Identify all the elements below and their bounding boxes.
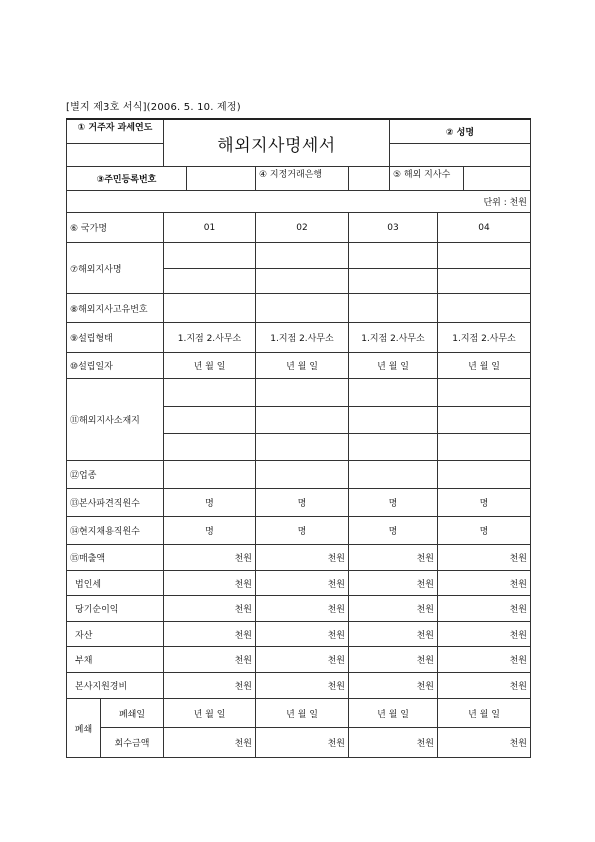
liabilities-cell[interactable]: 천원: [349, 647, 438, 673]
net-income-cell[interactable]: 천원: [256, 596, 349, 622]
address-label: ⑪해외지사소재지: [67, 379, 164, 461]
closure-date-cell[interactable]: 년 월 일: [164, 699, 256, 728]
sales-cell[interactable]: 천원: [438, 545, 531, 571]
address-cell[interactable]: [349, 434, 438, 461]
address-cell[interactable]: [349, 379, 438, 407]
establishment-type-cell[interactable]: 1.지점 2.사무소: [164, 323, 256, 353]
industry-label: ⑫업종: [67, 461, 164, 489]
liabilities-cell[interactable]: 천원: [438, 647, 531, 673]
hq-support-label: 본사지원경비: [67, 673, 164, 699]
branch-name-cell[interactable]: [438, 269, 531, 294]
corporate-tax-label: 법인세: [67, 571, 164, 596]
branch-name-cell[interactable]: [256, 269, 349, 294]
assets-label: 자산: [67, 622, 164, 647]
establishment-date-cell[interactable]: 년 월 일: [438, 353, 531, 379]
assets-cell[interactable]: 천원: [164, 622, 256, 647]
form-caption: [별지 제3호 서식](2006. 5. 10. 제정): [66, 102, 241, 113]
liabilities-label: 부채: [67, 647, 164, 673]
sales-cell[interactable]: 천원: [164, 545, 256, 571]
assets-cell[interactable]: 천원: [349, 622, 438, 647]
overseas-branch-form: [66, 118, 531, 758]
address-cell[interactable]: [164, 379, 256, 407]
hq-support-cell[interactable]: 천원: [349, 673, 438, 699]
dispatched-staff-cell[interactable]: 명: [438, 489, 531, 517]
establishment-type-cell[interactable]: 1.지점 2.사무소: [256, 323, 349, 353]
designated-bank-field[interactable]: [349, 167, 390, 191]
assets-cell[interactable]: 천원: [256, 622, 349, 647]
address-cell[interactable]: [349, 407, 438, 434]
address-cell[interactable]: [256, 379, 349, 407]
closure-date-cell[interactable]: 년 월 일: [256, 699, 349, 728]
closure-date-cell[interactable]: 년 월 일: [349, 699, 438, 728]
tax-year-label: ① 거주자 과세연도: [67, 119, 164, 144]
hq-support-cell[interactable]: 천원: [164, 673, 256, 699]
establishment-date-cell[interactable]: 년 월 일: [349, 353, 438, 379]
branch-name-cell[interactable]: [164, 243, 256, 269]
address-cell[interactable]: [438, 379, 531, 407]
dispatched-staff-cell[interactable]: 명: [256, 489, 349, 517]
corporate-tax-cell[interactable]: 천원: [256, 571, 349, 596]
address-cell[interactable]: [438, 407, 531, 434]
unit-label: 단위 : 천원: [67, 191, 531, 213]
column-header-02: 02: [256, 213, 349, 243]
hq-support-cell[interactable]: 천원: [256, 673, 349, 699]
branch-name-label: ⑦해외지사명: [67, 243, 164, 294]
establishment-type-cell[interactable]: 1.지점 2.사무소: [438, 323, 531, 353]
branch-code-cell[interactable]: [349, 294, 438, 323]
branch-code-cell[interactable]: [256, 294, 349, 323]
liabilities-cell[interactable]: 천원: [256, 647, 349, 673]
recovered-amount-cell[interactable]: 천원: [438, 728, 531, 758]
corporate-tax-cell[interactable]: 천원: [164, 571, 256, 596]
branch-name-cell[interactable]: [349, 269, 438, 294]
branch-name-cell[interactable]: [164, 269, 256, 294]
assets-cell[interactable]: 천원: [438, 622, 531, 647]
page-title: 해외지사명세서: [164, 119, 390, 167]
net-income-cell[interactable]: 천원: [438, 596, 531, 622]
local-staff-cell[interactable]: 명: [164, 517, 256, 545]
resident-id-field[interactable]: [187, 167, 256, 191]
establishment-type-cell[interactable]: 1.지점 2.사무소: [349, 323, 438, 353]
branch-name-cell[interactable]: [438, 243, 531, 269]
establishment-date-cell[interactable]: 년 월 일: [256, 353, 349, 379]
branch-name-cell[interactable]: [349, 243, 438, 269]
closure-date-cell[interactable]: 년 월 일: [438, 699, 531, 728]
name-label: ② 성명: [390, 119, 531, 144]
address-cell[interactable]: [256, 407, 349, 434]
industry-cell[interactable]: [438, 461, 531, 489]
column-header-04: 04: [438, 213, 531, 243]
recovered-amount-label: 회수금액: [101, 728, 164, 758]
recovered-amount-cell[interactable]: 천원: [164, 728, 256, 758]
hq-support-cell[interactable]: 천원: [438, 673, 531, 699]
branch-count-label: ⑤ 해외 지사수: [390, 167, 464, 191]
designated-bank-label: ④ 지정거래은행: [256, 167, 349, 191]
corporate-tax-cell[interactable]: 천원: [438, 571, 531, 596]
country-label: ⑥ 국가명: [67, 213, 164, 243]
closure-label: 폐쇄: [67, 699, 101, 758]
sales-label: ⑮매출액: [67, 545, 164, 571]
branch-code-cell[interactable]: [164, 294, 256, 323]
sales-cell[interactable]: 천원: [349, 545, 438, 571]
column-header-01: 01: [164, 213, 256, 243]
address-cell[interactable]: [164, 407, 256, 434]
branch-code-cell[interactable]: [438, 294, 531, 323]
resident-id-label: ③주민등록번호: [67, 167, 187, 191]
sales-cell[interactable]: 천원: [256, 545, 349, 571]
establishment-type-label: ⑨설립형태: [67, 323, 164, 353]
recovered-amount-cell[interactable]: 천원: [349, 728, 438, 758]
branch-count-field[interactable]: [464, 167, 531, 191]
recovered-amount-cell[interactable]: 천원: [256, 728, 349, 758]
name-field[interactable]: [390, 144, 531, 167]
liabilities-cell[interactable]: 천원: [164, 647, 256, 673]
address-cell[interactable]: [438, 434, 531, 461]
net-income-label: 당기순이익: [67, 596, 164, 622]
dispatched-staff-cell[interactable]: 명: [349, 489, 438, 517]
industry-cell[interactable]: [256, 461, 349, 489]
industry-cell[interactable]: [164, 461, 256, 489]
branch-code-label: ⑧해외지사고유번호: [67, 294, 164, 323]
establishment-date-label: ⑩설립일자: [67, 353, 164, 379]
net-income-cell[interactable]: 천원: [164, 596, 256, 622]
tax-year-field[interactable]: [67, 144, 164, 167]
local-staff-cell[interactable]: 명: [438, 517, 531, 545]
corporate-tax-cell[interactable]: 천원: [349, 571, 438, 596]
dispatched-staff-cell[interactable]: 명: [164, 489, 256, 517]
local-staff-cell[interactable]: 명: [349, 517, 438, 545]
address-cell[interactable]: [164, 434, 256, 461]
industry-cell[interactable]: [349, 461, 438, 489]
local-staff-label: ⑭현지채용직원수: [67, 517, 164, 545]
dispatched-staff-label: ⑬본사파견직원수: [67, 489, 164, 517]
branch-name-cell[interactable]: [256, 243, 349, 269]
address-cell[interactable]: [256, 434, 349, 461]
establishment-date-cell[interactable]: 년 월 일: [164, 353, 256, 379]
closure-date-label: 폐쇄일: [101, 699, 164, 728]
net-income-cell[interactable]: 천원: [349, 596, 438, 622]
column-header-03: 03: [349, 213, 438, 243]
local-staff-cell[interactable]: 명: [256, 517, 349, 545]
